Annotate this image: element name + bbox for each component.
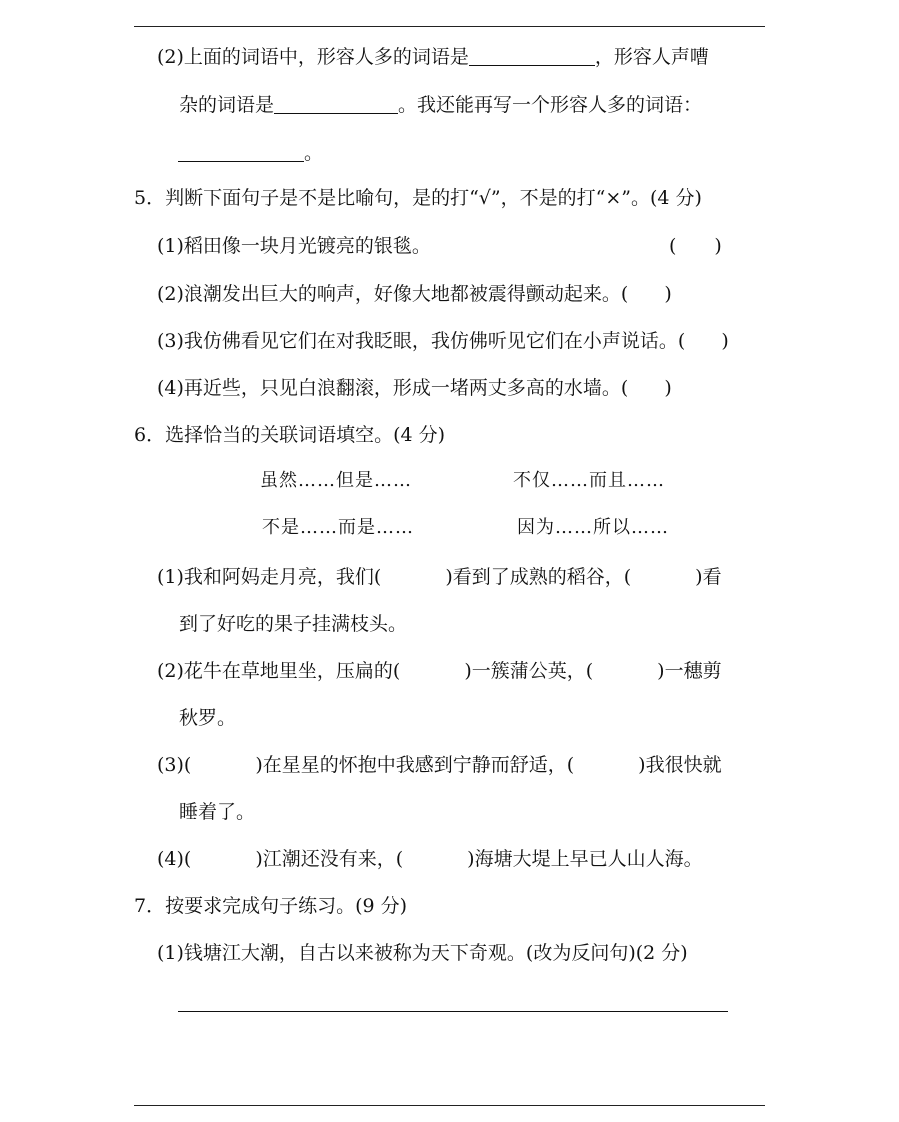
q6-sentence-2: (2)花牛在草地里坐，压扁的( )一簇蒲公英，( )一穗剪 <box>157 660 722 682</box>
q5-item-1 <box>157 234 431 258</box>
q5-item-4-answer[interactable]: ( ) <box>620 377 672 399</box>
q5-title: 5．判断下面句子是不是比喻句，是的打“√”，不是的打“×”。(4 分) <box>134 187 702 209</box>
q5-item-2-text: (2)浪潮发出巨大的响声，好像大地都被震得颤动起来。 <box>157 283 621 305</box>
q5-item-3-answer[interactable]: ( ) <box>677 330 729 352</box>
q4-sub2-text-b: ，形容人声嘈 <box>594 46 709 68</box>
q6-sentence-1: (1)我和阿妈走月亮，我们( )看到了成熟的稻谷，( )看 <box>157 566 722 588</box>
q4-sub2-line2 <box>179 93 702 117</box>
q4-sub2-line3 <box>178 141 323 165</box>
q7-title: 7．按要求完成句子练习。(9 分) <box>134 895 408 917</box>
q6-sentence-2-line2: 秋罗。 <box>179 707 237 729</box>
q6-option-3: 不是……而是…… <box>262 517 414 538</box>
q5-item-3 <box>157 329 729 353</box>
q4-sub2-line2-text-b: 。我还能再写一个形容人多的词语： <box>398 94 703 116</box>
bottom-rule <box>134 1105 765 1106</box>
q7-sentence-1: (1)钱塘江大潮，自古以来被称为天下奇观。(改为反问句)(2 分) <box>157 942 688 964</box>
q6-option-2: 不仅……而且…… <box>513 470 665 491</box>
q6-sentence-3-line2: 睡着了。 <box>179 801 256 823</box>
q4-sub2-line2-text-a: 杂的词语是 <box>179 94 275 116</box>
q6-sentence-3: (3)( )在星星的怀抱中我感到宁静而舒适，( )我很快就 <box>157 754 722 776</box>
q5-item-4 <box>157 376 672 400</box>
q5-item-2 <box>157 282 672 306</box>
q6-sentence-4: (4)( )江潮还没有来，( )海塘大堤上早已人山人海。 <box>157 848 703 870</box>
q5-item-1-answer[interactable]: ( ) <box>669 235 722 257</box>
q4-blank-extra-word[interactable] <box>178 141 304 162</box>
q4-sub2-line3-end: 。 <box>304 142 324 164</box>
q4-blank-noise-word[interactable] <box>274 93 398 114</box>
q6-title: 6．选择恰当的关联词语填空。(4 分) <box>134 424 446 446</box>
q5-item-3-text: (3)我仿佛看见它们在对我眨眼，我仿佛听见它们在小声说话。 <box>157 330 678 352</box>
q5-item-1-text: (1)稻田像一块月光镀亮的银毯。 <box>157 235 431 257</box>
q4-sub2-line1 <box>157 45 709 69</box>
q6-option-1: 虽然……但是…… <box>260 470 412 491</box>
top-rule <box>134 26 765 27</box>
q5-item-4-text: (4)再近些，只见白浪翻滚，形成一堵两丈多高的水墙。 <box>157 377 621 399</box>
q5-item-2-answer[interactable]: ( ) <box>620 283 672 305</box>
q4-blank-crowd-word[interactable] <box>469 45 595 66</box>
q6-option-4: 因为……所以…… <box>517 517 669 538</box>
q4-sub2-text-a: (2)上面的词语中，形容人多的词语是 <box>157 46 469 68</box>
q7-answer-line[interactable] <box>178 1011 728 1012</box>
q6-sentence-1-line2: 到了好吃的果子挂满枝头。 <box>179 613 408 635</box>
